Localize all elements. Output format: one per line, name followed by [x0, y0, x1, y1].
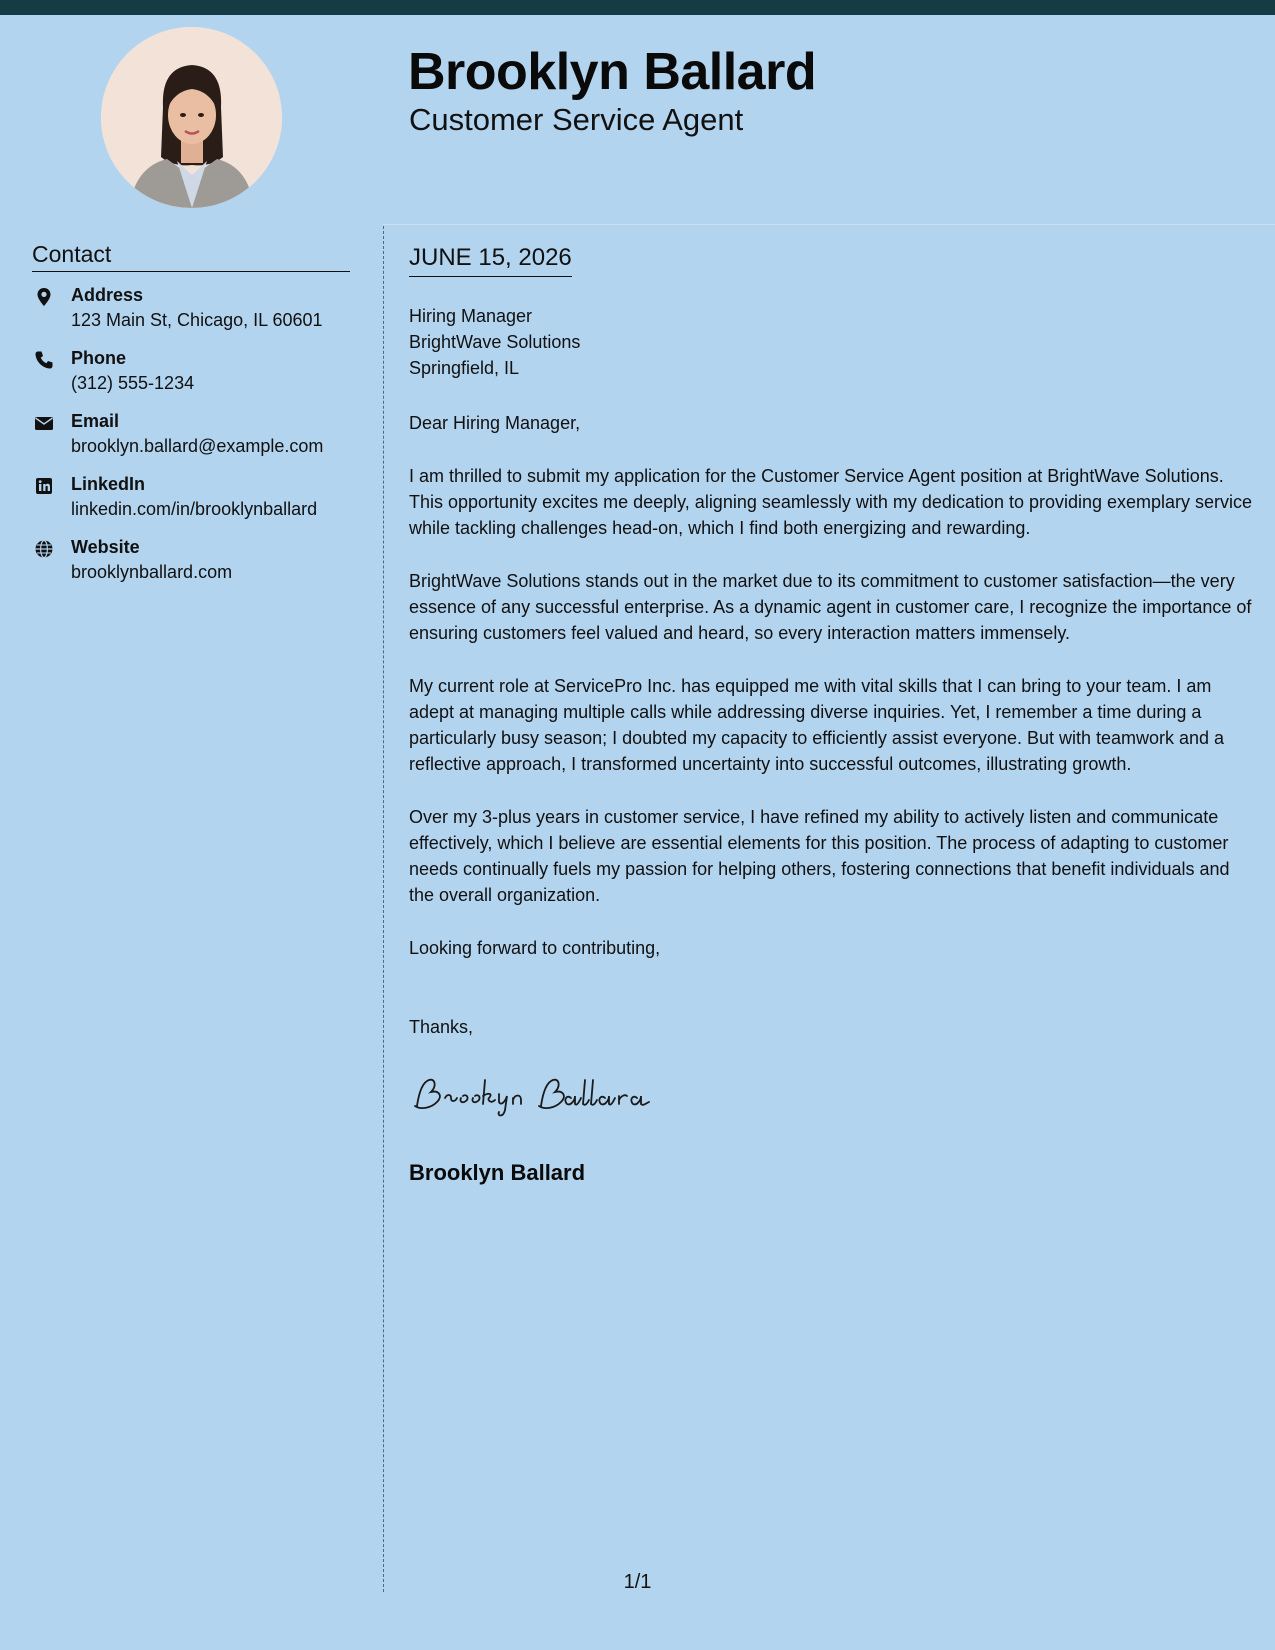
profile-portrait-icon: [101, 27, 282, 208]
contact-label: Website: [71, 537, 140, 557]
letter-paragraph: I am thrilled to submit my application for the Customer Service Agent position at BrightWave Solutions. This opportunity excites me deeply, aligning seamlessly with my dedication to providing exemplary service while tackling challenges head-on, which I find both energizing and rewarding.: [409, 466, 1253, 538]
letter-paragraph: BrightWave Solutions stands out in the market due to its commitment to customer satisfaction—the very essence of any successful enterprise. As a dynamic agent in customer care, I recognize the importance of ensuring customers feel valued and heard, so every interaction matters immensely.: [409, 571, 1252, 643]
recipient-line: Springfield, IL: [409, 358, 520, 378]
recipient-line: Hiring Manager: [409, 306, 533, 326]
header-divider: [383, 224, 1275, 225]
address-value: 123 Main St, Chicago, IL 60601: [71, 310, 323, 330]
applicant-job-title: Customer Service Agent: [409, 102, 744, 137]
contact-heading: Contact: [32, 241, 350, 272]
column-divider: [383, 226, 384, 1592]
contact-item-website: [32, 537, 362, 600]
applicant-name: Brooklyn Ballard: [408, 43, 817, 101]
phone-value: (312) 555-1234: [71, 373, 195, 393]
closing-line: Looking forward to contributing,: [409, 938, 661, 958]
profile-photo: [101, 27, 282, 208]
letter-date: JUNE 15, 2026: [409, 244, 572, 277]
contact-label: Email: [71, 411, 120, 431]
contact-item-address: [32, 285, 362, 348]
salutation: Dear Hiring Manager,: [409, 413, 581, 433]
website-value[interactable]: brooklynballard.com: [71, 562, 233, 582]
contact-item-phone: [32, 348, 362, 411]
letter-paragraph: My current role at ServicePro Inc. has equipped me with vital skills that I can bring to your team. I am adept at managing multiple calls while addressing diverse inquiries. Yet, I remember a time during a particularly busy season; I doubted my capacity to efficiently assist everyone. But with teamwork and a reflective approach, I transformed uncertainty into successful outcomes, illustrating growth.: [409, 676, 1225, 774]
letter-body: [409, 410, 1254, 1067]
linkedin-value[interactable]: linkedin.com/in/brooklynballard: [71, 499, 318, 519]
linkedin-icon: [34, 476, 54, 496]
contact-label: Address: [71, 285, 144, 305]
page-number: 1/1: [623, 1571, 652, 1593]
phone-icon: [34, 350, 54, 370]
recipient-line: BrightWave Solutions: [409, 332, 581, 352]
contact-label: Phone: [71, 348, 127, 368]
contact-item-linkedin: [32, 474, 362, 537]
email-value[interactable]: brooklyn.ballard@example.com: [71, 436, 324, 456]
top-accent-bar: [0, 0, 1275, 15]
contact-label: LinkedIn: [71, 474, 146, 494]
signature-icon: [409, 1072, 679, 1122]
contact-item-email: [32, 411, 362, 474]
signer-name: Brooklyn Ballard: [409, 1160, 586, 1185]
globe-icon: [34, 539, 54, 559]
envelope-icon: [34, 413, 54, 433]
map-pin-icon: [34, 287, 54, 307]
recipient-block: [409, 303, 580, 381]
letter-paragraph: Over my 3-plus years in customer service, I have refined my ability to actively listen and communicate effectively, which I believe are essential elements for this position. The process of adapting to customer needs continually fuels my passion for helping others, fostering connections that benefit individuals and the overall organization.: [409, 807, 1230, 905]
handwritten-signature: [409, 1072, 679, 1127]
contact-list: [32, 285, 362, 600]
signoff: Thanks,: [409, 1017, 474, 1037]
